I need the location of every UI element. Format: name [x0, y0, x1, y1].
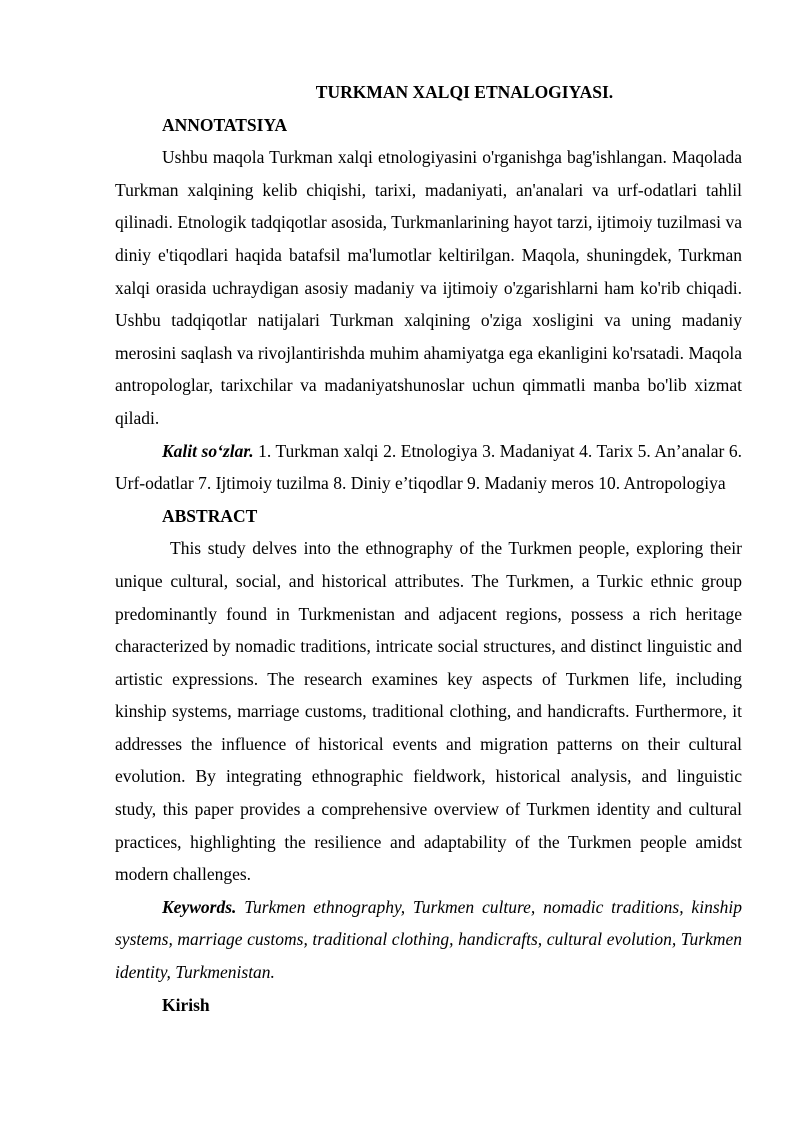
abstract-paragraph: This study delves into the ethnography of the Turkmen people, exploring their unique cultural, social, and historical attributes. The Turkmen, a Turkic ethnic group predominantly found in Turkmenistan and adjacent regions, possess a rich heritage characterized by nomadic traditions, intricate social structures, and distinct linguistic and artistic expressions. The research examines key aspects of Turkmen life, including kinship systems, marriage customs, traditional clothing, and handicrafts. Furthermore, it addresses the influence of historical events and migration patterns on their cultural evolution. By integrating ethnographic fieldwork, historical analysis, and linguistic study, this paper provides a comprehensive overview of Turkmen identity and cultural practices, highlighting the resilience and adaptability of the Turkmen people amidst modern challenges. [115, 538, 742, 885]
en-keywords-list: Turkmen ethnography, Turkmen culture, nomadic traditions, kinship systems, marriage customs, traditional clothing, handicrafts, cultural evolution, Turkmen identity, Turkmenistan. [115, 896, 742, 983]
annotation-paragraph: Ushbu maqola Turkman xalqi etnologiyasini o'rganishga bag'ishlangan. Maqolada Turkman xalqining kelib chiqishi, tarixi, madaniyati, an'analari va urf-odatlari tahlil qilinadi. Etnologik tadqiqotlar asosida, Turkmanlarining hayot tarzi, ijtimoiy tuzilmasi va diniy e'tiqodlari haqida batafsil ma'lumotlar keltirilgan. Maqola, shuningdek, Turkman xalqi orasida uchraydigan asosiy madaniy va ijtimoiy o'zgarishlarni ham ko'rib chiqadi. Ushbu tadqiqotlar natijalari Turkman xalqining o'ziga xosligini va uning madaniy merosini saqlash va rivojlantirishda muhim ahamiyatga ega ekanligini ko'rsatadi. Maqola antropologlar, tarixchilar va madaniyatshunoslar uchun qimmatli manba bo'lib xizmat qiladi. [115, 147, 742, 428]
abstract-heading: ABSTRACT [162, 505, 258, 526]
en-keywords-paragraph [115, 891, 742, 989]
en-keywords-label: Keywords. [162, 896, 237, 917]
annotation-heading: ANNOTATSIYA [162, 114, 288, 135]
uz-keywords-label: Kalit so‘zlar. [162, 440, 254, 461]
uz-keywords-paragraph [115, 435, 742, 500]
page-content [115, 76, 742, 1021]
intro-heading: Kirish [162, 994, 210, 1015]
uz-keywords-list: 1. Turkman xalqi 2. Etnologiya 3. Madaniyat 4. Tarix 5. An’analar 6. Urf-odatlar 7. Ijtimoiy tuzilma 8. Diniy e’tiqodlar 9. Madaniy meros 10. Antropologiya [115, 440, 743, 494]
paper-title: TURKMAN XALQI ETNALOGIYASI. [315, 82, 614, 102]
